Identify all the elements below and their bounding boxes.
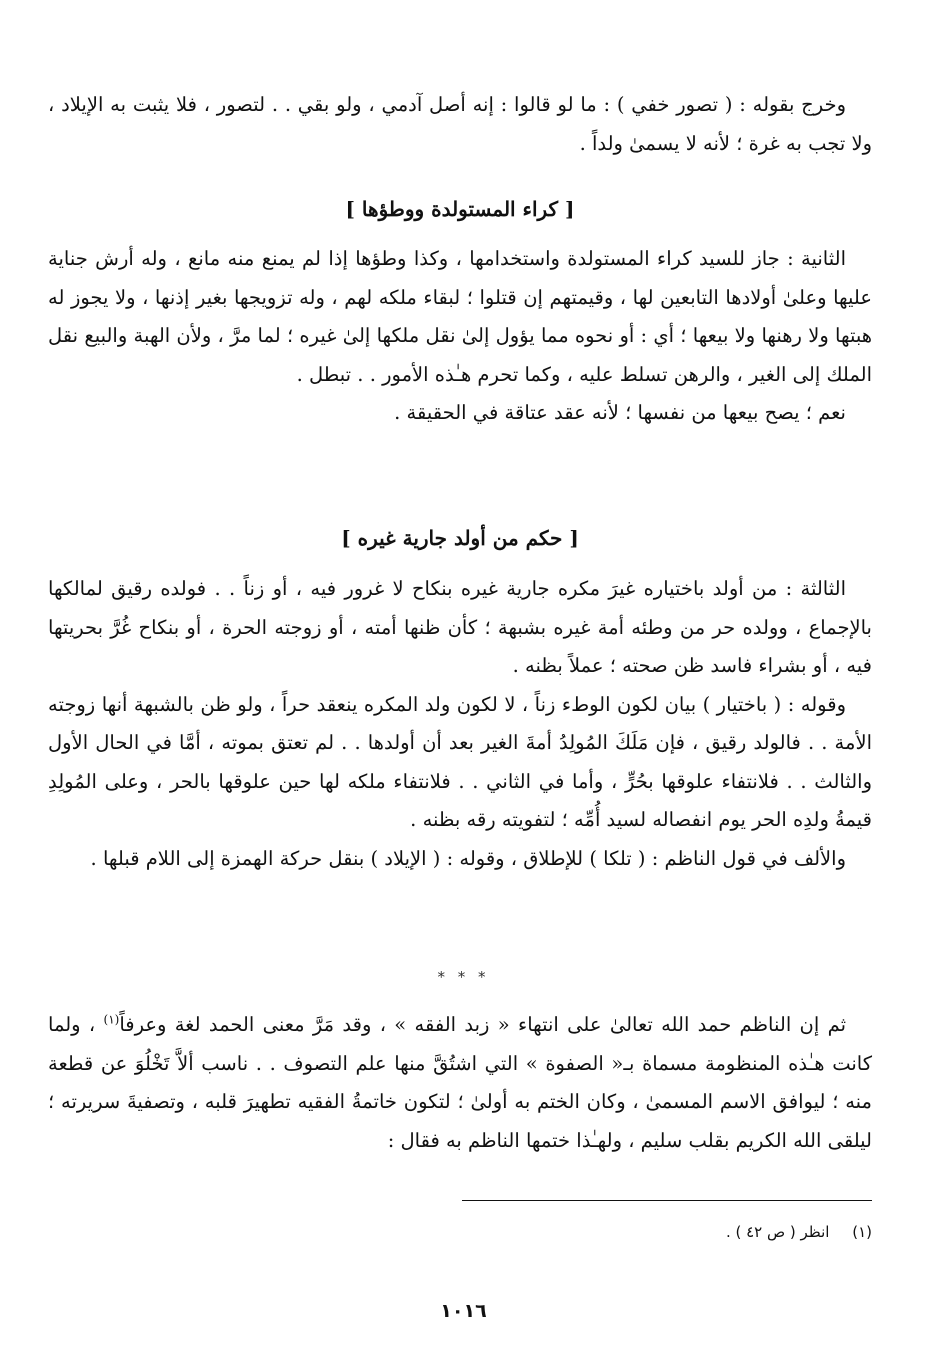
- text-section-3: [48, 570, 872, 878]
- paragraph-7-start: ثم إن الناظم حمد الله تعالىٰ على انتهاء « زبد الفقه » ، وقد مَرَّ معنى الحمد لغة وعرفاً: [119, 1013, 847, 1036]
- paragraph-4: الثالثة : من أولد باختياره غيرَ مكره جارية غيره بنكاح لا غرور فيه ، أو زناً . . فولده رقيق لمالكها بالإجماع ، وولده حر من وطئه أمة غيره بشبهة ؛ كأن ظنها أمته ، أو زوجته الحرة ، أو بنكاح غُرَّ بحريتها فيه ، أو بشراء فاسد ظن صحته ؛ عملاً بظنه .: [48, 577, 872, 677]
- footnote-number: (١): [852, 1223, 872, 1241]
- paragraph-6: والألف في قول الناظم : ( تلكا ) للإطلاق ، وقوله : ( الإيلاد ) بنقل حركة الهمزة إلى اللام قبلها .: [90, 846, 846, 870]
- text-section-4: [48, 1006, 872, 1160]
- footnote: [726, 1220, 872, 1244]
- section-heading-1: [ كراء المستولدة ووطؤها ]: [345, 197, 575, 221]
- page-number: ١٠١٦: [440, 1300, 487, 1322]
- text-section-1: [48, 86, 872, 163]
- paragraph-1: وخرج بقوله : ( تصور خفي ) : ما لو قالوا : إنه أصل آدمي ، ولو بقي . . لتصور ، فلا يثبت به الإيلاد ، ولا تجب به غرة ؛ لأنه لا يسمىٰ ولداً .: [48, 93, 872, 155]
- text-section-2: [48, 240, 872, 433]
- footnote-divider: [462, 1200, 872, 1201]
- footnote-text: انظر ( ص ٤٢ ) .: [725, 1223, 830, 1241]
- paragraph-7-end: ، ولما كانت هـٰذه المنظومة مسماة بـ« الصفوة » التي اشتُقَّ منها علم التصوف . . ناسب ألاَّ تَخْلُوَ عن قطعة منه ؛ ليوافق الاسم المسمىٰ ، وكان الختم به أولىٰ ؛ لتكون خاتمةُ الفقيه تطهيرَ قلبه ، وتصفيةَ سريرته ؛ ليلقى الله الكريم بقلب سليم ، ولهـٰذا ختمها الناظم به فقال :: [48, 1013, 872, 1152]
- paragraph-5: وقوله : ( باختيار ) بيان لكون الوطء زناً ، لا لكون ولد المكره ينعقد حراً ، ولو ظن بالشبهة أنها زوجته الأمة . . فالولد رقيق ، فإن مَلَكَ المُولِدُ أمةَ الغير بعد أن أولدها . . لم تعتق بموته ، أمَّا في الحال الأول والثالث . . فلانتفاء علوقها بحُرٍّ ، وأما في الثاني . . فلانتفاء ملكه لها حين علوقها بالحر ، وعلى المُولِدِ قيمةُ ولدِه الحر يوم انفصاله لسيد أُمِّه ؛ لتفويته رقه بظنه .: [48, 692, 872, 831]
- section-heading-2: [ حكم من أولد جارية غيره ]: [341, 526, 579, 550]
- paragraph-7: [48, 1006, 872, 1160]
- section-separator-stars: * * *: [437, 968, 490, 986]
- paragraph-2: الثانية : جاز للسيد كراء المستولدة واستخدامها ، وكذا وطؤها إذا لم يمنع منه مانع ، وله أرش جناية عليها وعلىٰ أولادها التابعين لها ، وقيمتهم إن قتلوا ؛ لبقاء ملكه لهم ، وله تزويجها بغير إذنها ، ولا يجوز له هبتها ولا رهنها ولا بيعها ؛ أي : أو نحوه مما يؤول إلىٰ نقل ملكها إلىٰ غيره ؛ لما مرَّ ، ولأن الهبة والبيع نقل الملك إلى الغير ، والرهن تسلط عليه ، وكما تحرم هـٰذه الأمور . . تبطل .: [48, 247, 872, 386]
- paragraph-3: نعم ؛ يصح بيعها من نفسها ؛ لأنه عقد عتاقة في الحقيقة .: [394, 401, 846, 424]
- footnote-reference: (١): [103, 1012, 120, 1027]
